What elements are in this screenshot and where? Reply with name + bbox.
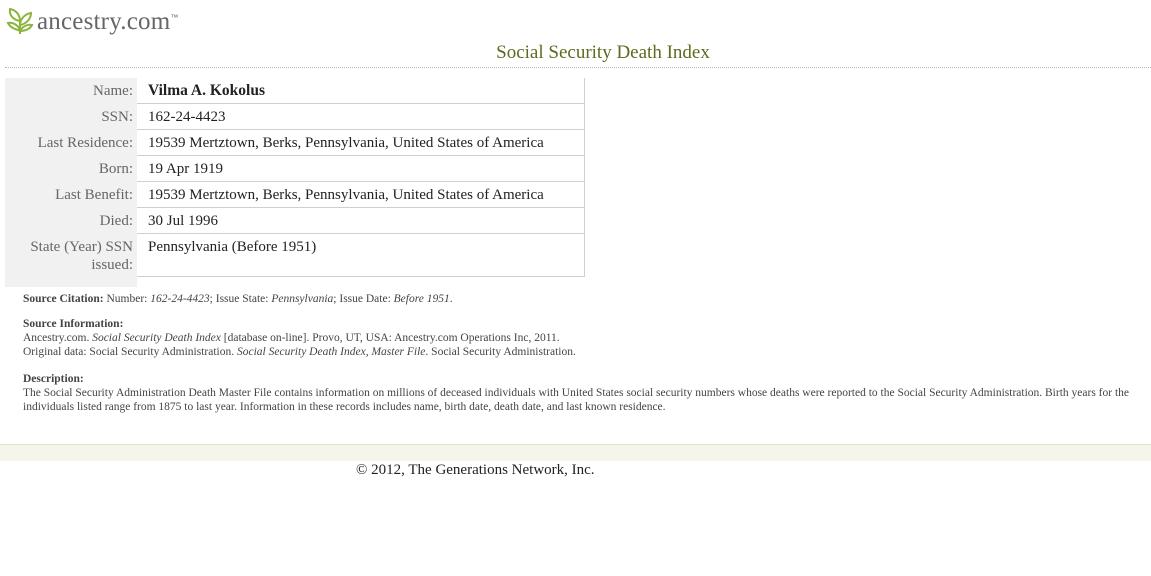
citation-issue-date-label: Issue Date: <box>339 293 391 305</box>
record-row-ssn <box>5 104 585 130</box>
field-value-born: 19 Apr 1919 <box>137 156 585 182</box>
source-line2-title: Social Security Death Index, Master File <box>237 346 426 358</box>
field-label: State (Year) SSN issued: <box>5 234 137 277</box>
footer-band <box>0 444 1151 461</box>
description-heading: Description: <box>23 373 84 385</box>
title-divider <box>5 67 1151 68</box>
description-text: The Social Security Administration Death Master File contains information on millions of deceased individuals with United States social security numbers whose deaths were reported to the Social Security Administration. Birth years for the individuals listed range from 1875 to last year. Information in these records includes name, birth date, death date, and last known residence. <box>23 387 1129 413</box>
field-value-ssn: 162-24-4423 <box>137 104 585 130</box>
record-row-ssn-issued <box>5 234 585 277</box>
page-title: Social Security Death Index <box>496 42 710 63</box>
source-information-line <box>23 331 1147 345</box>
spacer-cell <box>5 277 137 287</box>
field-label: Died: <box>5 208 137 234</box>
record-row-died <box>5 208 585 234</box>
logo-trademark: ™ <box>170 12 179 22</box>
record-row-last-residence <box>5 130 585 156</box>
field-label: Last Benefit: <box>5 182 137 208</box>
source-citation: Source Citation: Number: 162-24-4423; Issue State: Pennsylvania; Issue Date: Before 1951. <box>23 293 453 305</box>
source-information <box>23 317 1147 359</box>
copyright: © 2012, The Generations Network, Inc. <box>356 462 595 478</box>
field-value-ssn-issued: Pennsylvania (Before 1951) <box>137 234 585 277</box>
source-line1-pre: Ancestry.com. <box>23 332 90 344</box>
source-information-line <box>23 345 1147 359</box>
field-value-died: 30 Jul 1996 <box>137 208 585 234</box>
description <box>23 372 1147 414</box>
citation-number: 162-24-4423 <box>150 293 210 305</box>
field-label: Born: <box>5 156 137 182</box>
record-row-born <box>5 156 585 182</box>
source-line1-title: Social Security Death Index <box>92 332 221 344</box>
field-value-last-residence: 19539 Mertztown, Berks, Pennsylvania, United States of America <box>137 130 585 156</box>
record-row-last-benefit <box>5 182 585 208</box>
field-value-name: Vilma A. Kokolus <box>137 78 585 104</box>
leaf-icon <box>5 6 35 36</box>
spacer-cell <box>137 277 585 287</box>
field-label: Name: <box>5 78 137 104</box>
source-line2-post: . Social Security Administration. <box>425 346 576 358</box>
ancestry-logo[interactable] <box>5 6 178 36</box>
source-information-heading: Source Information: <box>23 318 124 330</box>
citation-issue-state: Pennsylvania <box>271 293 334 305</box>
field-label: SSN: <box>5 104 137 130</box>
citation-issue-state-label: Issue State: <box>215 293 269 305</box>
field-label: Last Residence: <box>5 130 137 156</box>
source-line2-pre: Original data: Social Security Administration. <box>23 346 235 358</box>
record-table <box>5 78 585 287</box>
record-row-name <box>5 78 585 104</box>
field-value-last-benefit: 19539 Mertztown, Berks, Pennsylvania, United States of America <box>137 182 585 208</box>
source-citation-heading: Source Citation: <box>23 293 104 305</box>
source-line1-post: [database on-line]. Provo, UT, USA: Ancestry.com Operations Inc, 2011. <box>223 332 560 344</box>
logo-wordmark: ancestry.com <box>37 7 171 35</box>
citation-issue-date: Before 1951 <box>393 293 450 305</box>
record-table-spacer <box>5 277 585 287</box>
citation-number-label: Number: <box>106 293 148 305</box>
